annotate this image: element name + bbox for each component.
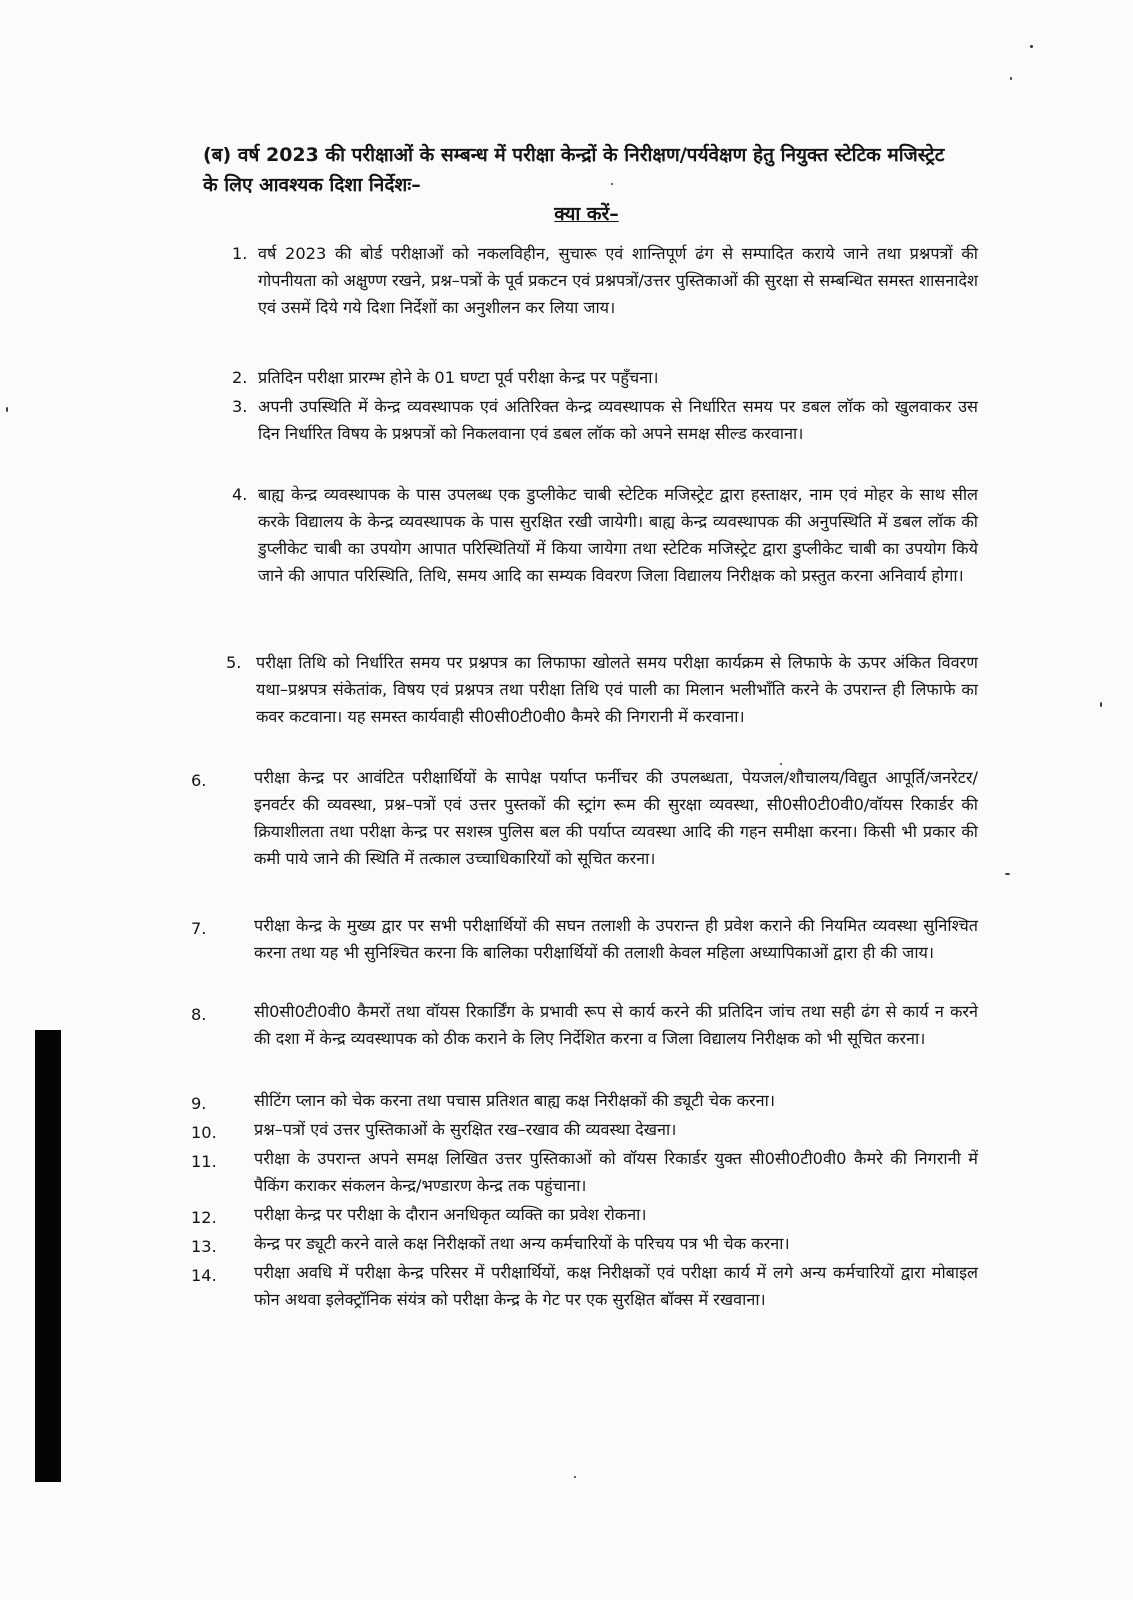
item-text: प्रतिदिन परीक्षा प्रारम्भ होने के 01 घण्टा पूर्व परीक्षा केन्द्र पर पहुँचना। <box>258 368 659 387</box>
item-text: परीक्षा अवधि में परीक्षा केन्द्र परिसर में परीक्षार्थियों, कक्ष निरीक्षकों एवं परीक्षा कार्य में लगे अन्य कर्मचारियों द्वारा मोबाइल फोन अथवा इलेक्ट्रॉनिक संयंत्र को परीक्षा केन्द्र के गेट पर एक सुरक्षित बॉक्स में रखवाना। <box>254 1263 978 1309</box>
list-item <box>191 1259 978 1313</box>
item-text: सीटिंग प्लान को चेक करना तथा पचास प्रतिशत बाह्य कक्ष निरीक्षकों की ड्यूटी चेक करना। <box>254 1091 775 1110</box>
scan-speck <box>1010 77 1012 80</box>
scan-speck <box>574 1476 576 1478</box>
item-number: 7. <box>191 919 207 938</box>
item-number: 3. <box>232 397 248 416</box>
scan-speck <box>1030 45 1033 48</box>
scan-edge-bar <box>35 1030 61 1482</box>
list-item <box>232 364 978 391</box>
item-number: 12. <box>191 1208 217 1227</box>
item-text: परीक्षा के उपरान्त अपने समक्ष लिखित उत्तर पुस्तिकाओं को वॉयस रिकार्डर युक्त सी0सी0टी0वी0 कैमरे की निगरानी में पैकिंग कराकर संकलन केन्द्र/भण्डारण केन्द्र तक पहुंचाना। <box>254 1149 978 1195</box>
scan-speck <box>611 183 613 185</box>
item-number: 1. <box>232 244 248 263</box>
list-item <box>226 649 978 730</box>
item-number: 8. <box>191 1005 207 1024</box>
item-number: 11. <box>191 1152 217 1171</box>
item-text: वर्ष 2023 की बोर्ड परीक्षाओं को नकलविहीन, सुचारू एवं शान्तिपूर्ण ढंग से सम्पादित कराये जाने तथा प्रश्नपत्रों की गोपनीयता को अक्षुण्ण रखने, प्रश्न–पत्रों के पूर्व प्रकटन एवं प्रश्नपत्रों/उत्तर पुस्तिकाओं की सुरक्षा से सम्बन्धित समस्त शासनादेश एवं उसमें दिये गये दिशा निर्देशों का अनुशीलन कर लिया जाय। <box>258 244 978 317</box>
scan-speck <box>1005 873 1010 875</box>
list-item <box>191 1116 978 1143</box>
item-number: 14. <box>191 1266 217 1285</box>
list-item <box>191 998 978 1052</box>
item-text: परीक्षा केन्द्र के मुख्य द्वार पर सभी परीक्षार्थियों की सघन तलाशी के उपरान्त ही प्रवेश कराने की नियमित व्यवस्था सुनिश्चित करना तथा यह भी सुनिश्चित करना कि बालिका परीक्षार्थियों की तलाशी केवल महिला अध्यापिकाओं द्वारा ही की जाय। <box>254 916 978 962</box>
item-number: 4. <box>232 485 248 504</box>
section-subheading <box>0 200 1133 226</box>
item-number: 10. <box>191 1123 217 1142</box>
item-number: 2. <box>232 368 248 387</box>
list-item <box>232 393 978 447</box>
item-text: परीक्षा केन्द्र पर आवंटित परीक्षार्थियों के सापेक्ष पर्याप्त फर्नीचर की उपलब्धता, पेयजल/शौचालय/विद्युत आपूर्ति/जनरेटर/इनवर्टर की व्यवस्था, प्रश्न–पत्रों एवं उत्तर पुस्तकों की स्ट्रांग रूम की सुरक्षा व्यवस्था, सी0सी0टी0वी0/वॉयस रिकार्डर की क्रियाशीलता तथा परीक्षा केन्द्र पर सशस्त्र पुलिस बल की पर्याप्त व्यवस्था आदि की गहन समीक्षा करना। किसी भी प्रकार की कमी पाये जाने की स्थिति में तत्काल उच्चाधिकारियों को सूचित करना। <box>254 768 978 868</box>
list-item <box>191 764 978 872</box>
scan-speck <box>780 763 782 765</box>
item-text: केन्द्र पर ड्यूटी करने वाले कक्ष निरीक्षकों तथा अन्य कर्मचारियों के परिचय पत्र भी चेक करना। <box>254 1234 790 1253</box>
list-item <box>191 1230 978 1257</box>
scan-speck <box>6 407 8 412</box>
list-item <box>191 912 978 966</box>
item-text: अपनी उपस्थिति में केन्द्र व्यवस्थापक एवं अतिरिक्त केन्द्र व्यवस्थापक से निर्धारित समय पर डबल लॉक को खुलवाकर उस दिन निर्धारित विषय के प्रश्नपत्रों को निकलवाना एवं डबल लॉक को अपने समक्ष सील्ड करवाना। <box>258 397 978 443</box>
list-item <box>191 1087 978 1114</box>
item-text: बाह्य केन्द्र व्यवस्थापक के पास उपलब्ध एक डुप्लीकेट चाबी स्टेटिक मजिस्ट्रेट द्वारा हस्ताक्षर, नाम एवं मोहर के साथ सील करके विद्यालय के केन्द्र व्यवस्थापक के पास सुरक्षित रखी जायेगी। बाह्य केन्द्र व्यवस्थापक की अनुपस्थिति में डबल लॉक की डुप्लीकेट चाबी का उपयोग आपात परिस्थितियों में किया जायेगा तथा स्टेटिक मजिस्ट्रेट द्वारा डुप्लीकेट चाबी का उपयोग किये जाने की आपात परिस्थिति, तिथि, समय आदि का सम्यक विवरण जिला विद्यालय निरीक्षक को प्रस्तुत करना अनिवार्य होगा। <box>258 485 978 585</box>
list-item <box>191 1201 978 1228</box>
item-number: 13. <box>191 1237 217 1256</box>
subheading-text: क्या करें– <box>554 203 619 225</box>
item-text: परीक्षा तिथि को निर्धारित समय पर प्रश्नपत्र का लिफाफा खोलते समय परीक्षा कार्यक्रम से लिफाफे के ऊपर अंकित विवरण यथा–प्रश्नपत्र संकेतांक, विषय एवं प्रश्नपत्र तथा परीक्षा तिथि एवं पाली का मिलान भलीभाँति करने के उपरान्त ही लिफाफे का कवर कटवाना। यह समस्त कार्यवाही सी0सी0टी0वी0 कैमरे की निगरानी में करवाना। <box>256 653 978 726</box>
scan-speck <box>1100 702 1102 707</box>
list-item <box>232 481 978 589</box>
item-text: प्रश्न–पत्रों एवं उत्तर पुस्तिकाओं के सुरक्षित रख–रखाव की व्यवस्था देखना। <box>254 1120 677 1139</box>
item-text: सी0सी0टी0वी0 कैमरों तथा वॉयस रिकार्डिंग के प्रभावी रूप से कार्य करने की प्रतिदिन जांच तथा सही ढंग से कार्य न करने की दशा में केन्द्र व्यवस्थापक को ठीक कराने के लिए निर्देशित करना व जिला विद्यालय निरीक्षक को भी सूचित करना। <box>254 1002 978 1048</box>
document-heading: (ब) वर्ष 2023 की परीक्षाओं के सम्बन्ध में परीक्षा केन्द्रों के निरीक्षण/पर्यवेक्षण हेतु नियुक्त स्टेटिक मजिस्ट्रेट के लिए आवश्यक दिशा निर्देशः– <box>203 144 945 196</box>
list-item <box>191 1145 978 1199</box>
item-text: परीक्षा केन्द्र पर परीक्षा के दौरान अनधिकृत व्यक्ति का प्रवेश रोकना। <box>254 1205 647 1224</box>
item-number: 9. <box>191 1094 207 1113</box>
item-number: 5. <box>226 653 242 672</box>
item-number: 6. <box>191 771 207 790</box>
list-item <box>232 240 978 321</box>
